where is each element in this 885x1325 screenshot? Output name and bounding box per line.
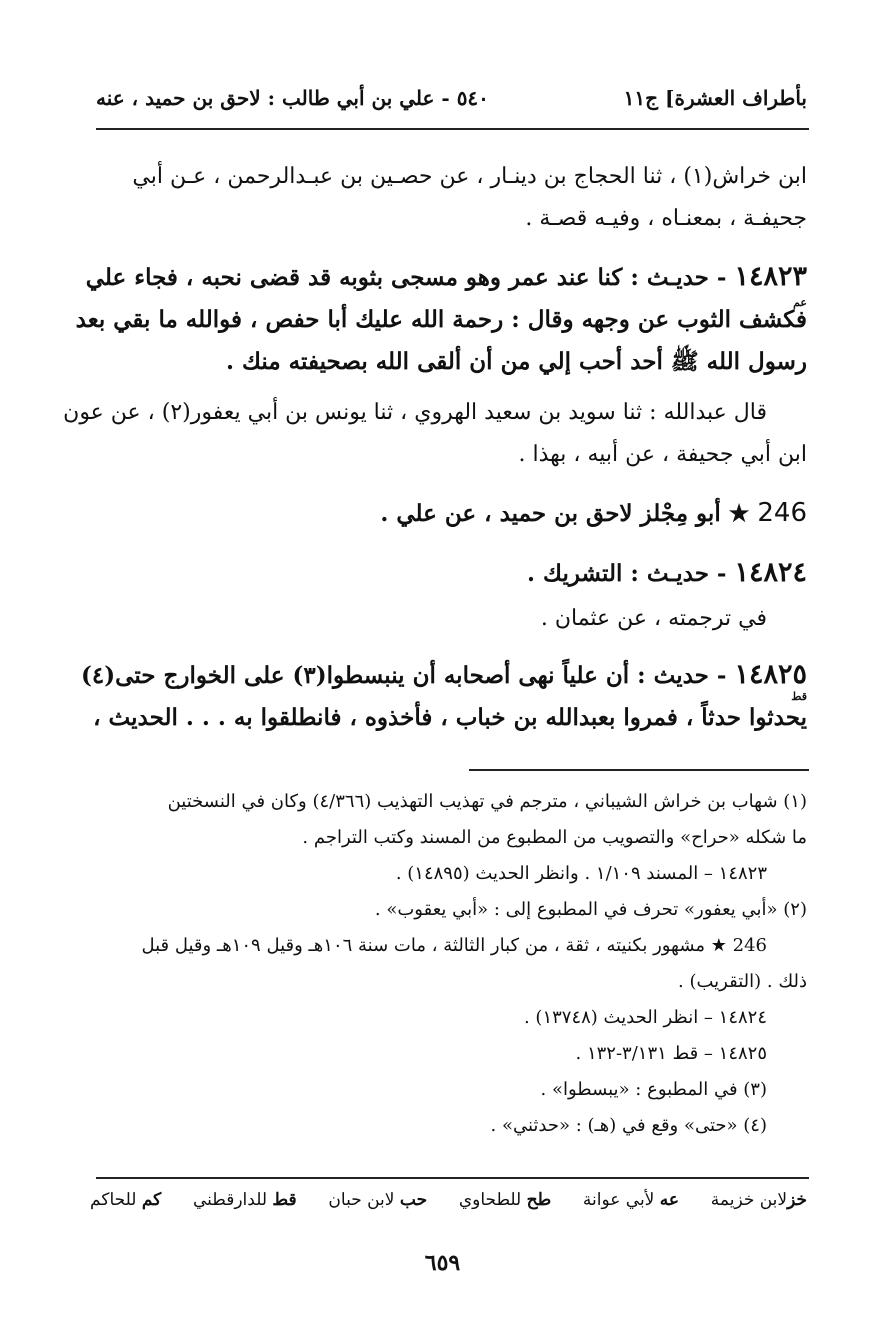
hadith-number: ١٤٨٢٣	[734, 261, 807, 292]
text-line: قال عبدالله : ثنا سويد بن سعيد الهروي ، ثنا يونس بن أبي يعفور(٢) ، عن عون	[63, 400, 767, 425]
legend-item: خزلابن خزيمة	[710, 1190, 807, 1210]
footnote-line: ذلك . (التقريب) .	[678, 971, 807, 992]
biography-heading	[96, 492, 807, 535]
hadith-text: - حديـث : التشريك .	[527, 560, 727, 587]
text-line: رسول الله ﷺ أحد أحب إلي من أن ألقى الله بصحيفته منك .	[226, 348, 807, 375]
legend-item: حب لابن حبان	[328, 1190, 428, 1210]
text-line: ابن خراش(١) ، ثنا الحجاج بن دينـار ، عن حصـين بن عبـدالرحمن ، عـن أبي	[132, 164, 807, 189]
star-icon: ★	[728, 500, 750, 527]
hadith-number: ١٤٨٢٤	[734, 557, 807, 588]
hadith-heading-line	[85, 256, 807, 299]
running-header	[96, 86, 807, 120]
text-line: فكشف الثوب عن وجهه وقال : رحمة الله عليك أبا حفص ، فوالله ما بقي بعد	[75, 306, 807, 333]
hadith-14823	[75, 256, 807, 383]
footnotes	[96, 784, 807, 1144]
hadith-text: - حديـث : كنا عند عمر وهو مسجى بثوبه قد قضى نحبه ، فجاء علي	[85, 264, 727, 291]
text-line: في ترجمته ، عن عثمان .	[540, 606, 767, 631]
footnote-line: ١٤٨٢٥ – قط ٣/١٣١-١٣٢ .	[575, 1043, 767, 1064]
footnote-line: ما شكله «حراح» والتصويب من المطبوع من المسند وكتب التراجم .	[302, 827, 807, 848]
text-line: جحيفـة ، بمعنـاه ، وفيـه قصـة .	[525, 206, 807, 231]
hadith-14824	[96, 552, 807, 595]
abbreviation-legend	[90, 1190, 807, 1210]
header-entry-title: ٥٤٠ - علي بن أبي طالب : لاحق بن حميد ، عنه	[96, 86, 489, 110]
footnote-line: (٤) «حتى» وقع في (هـ) : «حدثني» .	[490, 1115, 767, 1136]
header-book-title: بأطراف العشرة] ج١١	[623, 86, 807, 110]
isnad-paragraph	[63, 392, 807, 476]
source-marker: عم	[793, 296, 807, 309]
text-line: ابن أبي جحيفة ، عن أبيه ، بهذا .	[518, 442, 807, 467]
legend-rule	[96, 1177, 809, 1179]
hadith-number: ١٤٨٢٥	[734, 659, 807, 690]
legend-item: قط للدارقطني	[192, 1190, 297, 1210]
footnote-line: 246 ★ مشهور بكنيته ، ثقة ، من كبار الثالثة ، مات سنة ١٠٦هـ وقيل ١٠٩هـ وقيل قبل	[141, 935, 767, 956]
footnote-line: ١٤٨٢٣ – المسند ١/١٠٩ . وانظر الحديث (١٤٨٩٥) .	[395, 863, 767, 884]
legend-item: كم للحاكم	[90, 1190, 162, 1210]
page-number: ٦٥٩	[424, 1250, 461, 1276]
source-marker: قط	[791, 690, 807, 703]
biography-246	[96, 492, 807, 535]
hadith-heading-line	[81, 654, 807, 697]
hadith-heading-line	[96, 552, 807, 595]
footnote-line: ١٤٨٢٤ – انظر الحديث (١٣٧٤٨) .	[523, 1007, 767, 1028]
hadith-14825	[81, 654, 807, 739]
footnote-line: (٣) في المطبوع : «يبسطوا» .	[540, 1079, 767, 1100]
biography-number: 246	[757, 498, 807, 528]
legend-item: طح للطحاوي	[458, 1190, 552, 1210]
hadith-text: - حديث : أن علياً نهى أصحابه أن ينبسطوا(٣) على الخوارج حتى(٤)	[81, 662, 727, 689]
biography-title: أبو مِجْلز لاحق بن حميد ، عن علي .	[380, 500, 721, 527]
header-rule	[96, 128, 809, 130]
footnote-line: (١) شهاب بن خراش الشيباني ، مترجم في تهذيب التهذيب (٤/٣٦٦) وكان في النسختين	[167, 791, 807, 812]
footnote-rule	[469, 769, 809, 771]
paragraph-continuation	[96, 156, 807, 240]
hadith-14824-note	[96, 598, 807, 640]
footnote-line: (٢) «أبي يعفور» تحرف في المطبوع إلى : «أبي يعقوب» .	[374, 899, 807, 920]
text-line: يحدثوا حدثاً ، فمروا بعبدالله بن خباب ، فأخذوه ، فانطلقوا به . . . الحديث ،	[93, 704, 807, 731]
legend-item: عه لأبي عوانة	[582, 1190, 680, 1210]
